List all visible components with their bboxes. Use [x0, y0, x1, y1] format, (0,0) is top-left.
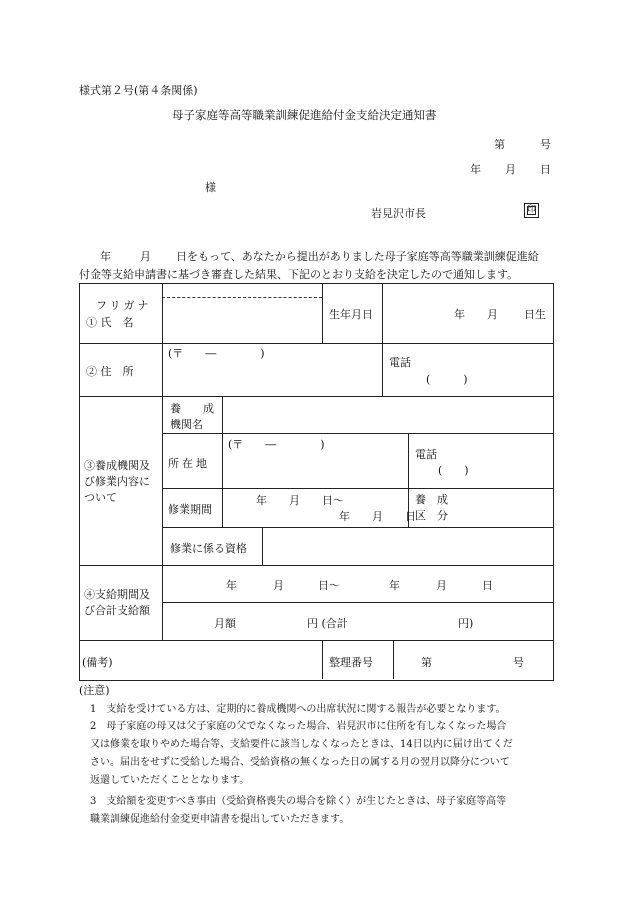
facility-section-label: ③養成機関及 び修業内容に ついて	[84, 459, 150, 504]
col-divider	[322, 283, 323, 343]
facility-name-label: 養 成 機関名	[170, 402, 214, 431]
document-title: 母子家庭等高等職業訓練促進給付金支給決定通知書	[172, 108, 437, 122]
intro-year: 年	[100, 250, 111, 263]
intro-month: 月	[140, 250, 151, 263]
notes-heading: (注意)	[79, 684, 110, 697]
col-divider	[222, 396, 223, 527]
pay-start-year: 年	[226, 579, 237, 592]
reference-go: 号	[513, 656, 524, 669]
training-class-label: 養 成 区 分	[415, 493, 448, 522]
reference-number-label: 整理番号	[329, 656, 373, 669]
col-divider	[393, 640, 394, 679]
row-divider	[162, 527, 553, 528]
col-divider	[262, 527, 263, 565]
birth-month: 月	[487, 308, 498, 321]
furigana-guide-line	[162, 297, 322, 298]
col-divider	[322, 640, 323, 679]
birth-year: 年	[454, 308, 465, 321]
addressee-sama: 様	[205, 181, 216, 194]
reference-dai: 第	[421, 656, 432, 669]
payment-section-label: ④支給期間及 び合計支給額	[84, 588, 150, 617]
address-label: ② 住 所	[86, 365, 134, 378]
pay-start-month: 月	[273, 579, 284, 592]
pay-end-year: 年	[389, 579, 400, 592]
study-period-start: 年 月 日～	[256, 494, 344, 507]
row-divider	[79, 396, 553, 397]
pay-end-month: 月	[436, 579, 447, 592]
study-period-label: 修業期間	[168, 503, 212, 516]
note-2-line-3: さい。届出をせずに受給した場合、受給資格の無くなった日の属する月の翌月以降分について	[90, 757, 510, 768]
intro-line-1: 日をもって、あなたから提出がありました母子家庭等高等職業訓練促進給	[176, 250, 539, 263]
intro-line-2: 付金等支給申請書に基づき審査した結果、下記のとおり支給を決定したので通知します。	[79, 268, 519, 281]
yen-close: 円)	[458, 617, 474, 630]
note-2-line-4: 返還していただくこととなります。	[90, 775, 250, 786]
facility-phone-label: 電話	[415, 448, 437, 461]
col-divider	[162, 283, 163, 640]
monthly-amount-label: 月額	[214, 617, 236, 630]
name-label: ① 氏 名	[86, 316, 134, 329]
form-number-label: 様式第２号(第４条関係)	[79, 84, 198, 97]
date-day: 日	[540, 163, 551, 176]
birthdate-label: 生年月日	[329, 308, 373, 321]
row-divider	[79, 343, 553, 344]
qualification-label: 修業に係る資格	[170, 542, 247, 555]
doc-number-go: 号	[540, 138, 551, 151]
row-divider	[162, 488, 553, 489]
phone-label: 電話	[389, 356, 411, 369]
date-year: 年	[470, 163, 481, 176]
row-divider	[162, 602, 553, 603]
note-2-line-2: 又は修業を取りやめた場合等、支給要件に該当しなくなったときは、14日以内に届け出てくだ	[90, 739, 513, 750]
note-3-line-2: 職業訓練促進給付金変更申請書を提出していただきます。	[90, 814, 350, 825]
row-divider	[162, 433, 553, 434]
official-seal-mark: 印	[524, 203, 539, 218]
facility-postal-code: (〒 ― )	[228, 438, 325, 451]
note-1: 1 支給を受けている方は、定期的に養成機関への出席状況に関する報告が必要となります。	[90, 704, 506, 715]
phone-paren: ( )	[426, 373, 468, 386]
furigana-label: フリガナ	[96, 299, 152, 312]
doc-number-dai: 第	[494, 138, 505, 151]
facility-phone-paren: ( )	[438, 464, 469, 477]
pay-start-day: 日～	[318, 579, 340, 592]
col-divider	[382, 283, 383, 396]
birth-day: 日生	[524, 308, 546, 321]
note-2-line-1: 2 母子家庭の母又は父子家庭の父でなくなった場合、岩見沢市に住所を有しなくなった場合	[90, 721, 507, 732]
issuer-mayor: 岩見沢市長	[371, 207, 426, 220]
date-month: 月	[505, 163, 516, 176]
study-period-end: 年 月 日	[339, 510, 416, 523]
row-divider	[79, 565, 553, 566]
note-3-line-1: 3 支給額を変更すべき事由（受給資格喪失の場合を除く）が生じたときは、母子家庭等高等	[90, 796, 507, 807]
remarks-label: (備考)	[82, 656, 113, 669]
pay-end-day: 日	[482, 579, 493, 592]
postal-code: (〒 ― )	[168, 347, 265, 360]
location-label: 所在地	[168, 457, 210, 470]
row-divider	[79, 640, 553, 641]
yen-total-label: 円 (合計	[307, 617, 348, 630]
